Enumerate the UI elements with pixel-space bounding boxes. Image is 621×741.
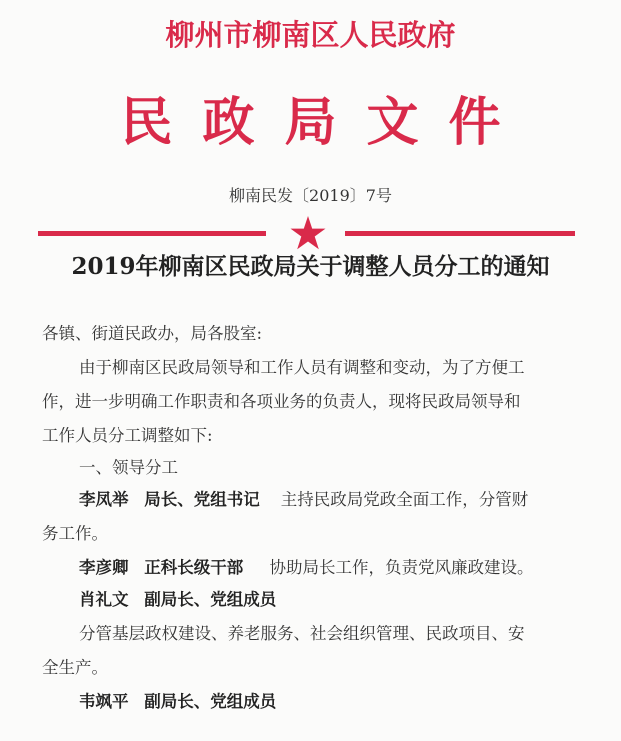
section-heading-leadership: 一、领导分工 bbox=[79, 458, 178, 477]
leader-position: 副局长、党组成员 bbox=[144, 692, 277, 711]
issuing-organization: 柳州市柳南区人民政府 bbox=[165, 18, 456, 52]
leader-name: 李彦卿 bbox=[79, 558, 129, 577]
leader-entry bbox=[79, 690, 276, 714]
leader-entry bbox=[79, 556, 533, 580]
leader-duties: 主持民政局党政全面工作，分管财 bbox=[280, 490, 529, 509]
leader-entry bbox=[79, 488, 528, 512]
leader-name: 韦飒平 bbox=[79, 692, 129, 711]
leader-duties: 分管基层政权建设、养老服务、社会组织管理、民政项目、安 bbox=[79, 624, 525, 643]
leader-name: 李凤举 bbox=[79, 490, 129, 509]
notice-title: 2019年柳南区民政局关于调整人员分工的通知 bbox=[71, 253, 550, 280]
salutation: 各镇、街道民政办，局各股室: bbox=[42, 324, 263, 343]
intro-line-1: 由于柳南区民政局领导和工作人员有调整和变动，为了方便工 bbox=[79, 358, 525, 377]
document-number: 柳南民发〔2019〕7号 bbox=[229, 186, 392, 205]
intro-line-2: 作，进一步明确工作职责和各项业务的负责人，现将民政局领导和 bbox=[42, 392, 521, 411]
red-divider-right bbox=[345, 231, 575, 236]
leader-position: 局长、党组书记 bbox=[144, 490, 260, 509]
leader-duties-continued: 全生产。 bbox=[42, 658, 108, 677]
intro-line-3: 工作人员分工调整如下: bbox=[42, 426, 213, 445]
leader-duties-continued: 务工作。 bbox=[42, 524, 108, 543]
star-icon bbox=[290, 216, 326, 250]
document-type-title: 民政局文件 bbox=[120, 92, 531, 153]
leader-name: 肖礼文 bbox=[79, 590, 129, 609]
leader-position: 副局长、党组成员 bbox=[144, 590, 277, 609]
leader-duties: 协助局长工作，负责党风廉政建设。 bbox=[269, 558, 534, 577]
leader-position: 正科长级干部 bbox=[144, 558, 244, 577]
red-divider-left bbox=[38, 231, 266, 236]
leader-entry bbox=[79, 588, 276, 612]
